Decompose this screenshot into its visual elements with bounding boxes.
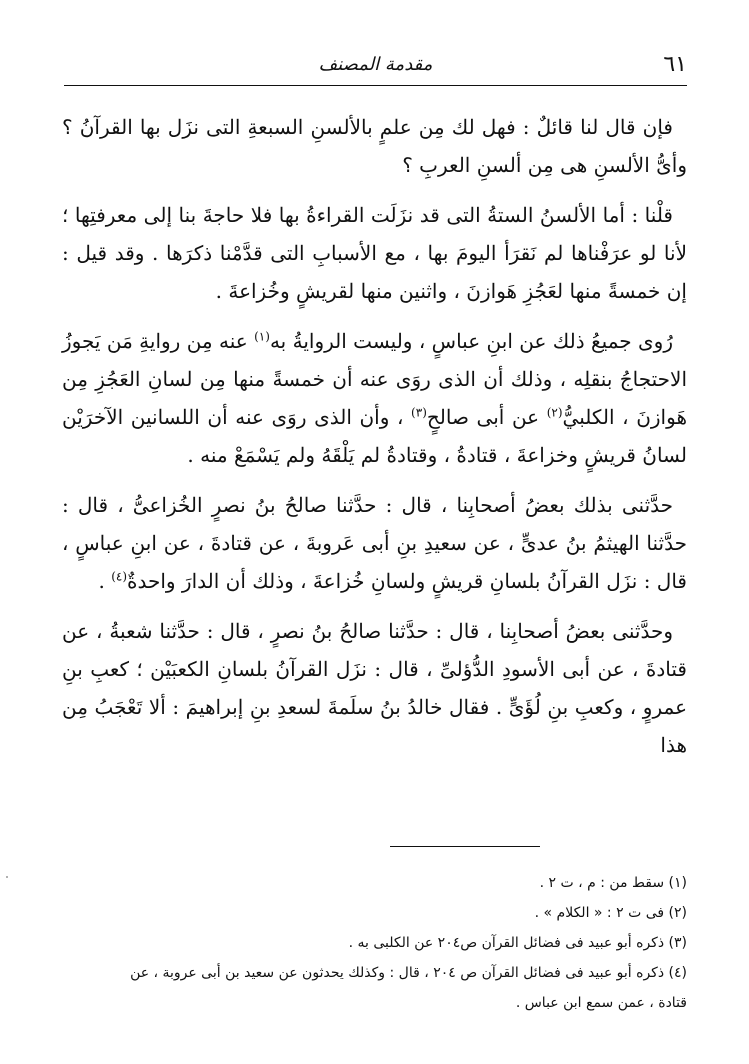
main-text <box>62 108 687 764</box>
paragraph-text-segment: ، وأن الذى روَى عنه أن اللسانين الآخرَيْن لسانُ قريشٍ وخزاعةَ ، قتادةُ ، وقتادةُ لم يَلْقَهُ ولم يَسْمَعْ منه . <box>62 405 687 467</box>
paragraph-text-segment: حدَّثنى بذلك بعضُ أصحابِنا ، قال : حدَّثنا صالحُ بنُ نصرٍ الخُزاعىُّ ، قال : حدَّثنا الهيثمُ بنُ عدىٍّ ، عن سعيدِ بنِ أبى عَروبةَ ، عن قتادةَ ، عن ابنِ عباسٍ ، قال : نزَل القرآنُ بلسانِ قريشٍ ولسانِ خُزاعةَ ، وذلك أن الدارَ واحدةٌ <box>62 493 687 593</box>
footnote-marker-4: (٤) <box>111 569 128 584</box>
footnote-marker-2: (٢) <box>546 405 563 420</box>
footnote-separator <box>390 846 540 847</box>
paragraph-text-segment: . <box>98 569 112 593</box>
paragraph-text-segment: عن أبى صالحٍ <box>426 405 547 429</box>
footnote-marker-3: (٣) <box>411 405 427 420</box>
running-title: مقدمة المصنف <box>318 54 433 75</box>
paragraph-second-narration: وحدَّثنى بعضُ أصحابِنا ، قال : حدَّثنا صالحُ بنُ نصرٍ ، قال : حدَّثنا شعبةُ ، عن قتادةَ ، عن أبى الأسودِ الدُّؤلىِّ ، قال : نزَل القرآنُ بلسانِ الكعبَيْن ؛ كعبِ بنِ عمروٍ ، وكعبِ بنِ لُؤَىٍّ . فقال خالدُ بنُ سلَمةَ لسعدِ بنِ إبراهيمَ : ألا تَعْجَبُ مِن هذا <box>62 619 687 757</box>
paragraph-chain-of-narration <box>62 486 687 600</box>
paragraph-question: فإن قال لنا قائلٌ : فهل لك مِن علمٍ بالألسنِ السبعةِ التى نزَل بها القرآنُ ؟ وأىُّ الألسنِ هى مِن ألسنِ العربِ ؟ <box>62 115 687 177</box>
footnote-2: (٢) فى ت ٢ : « الكلام » . <box>534 905 687 921</box>
page-header <box>64 52 687 88</box>
scan-speck <box>6 876 8 878</box>
footnote-1: (١) سقط من : م ، ت ٢ . <box>539 875 687 891</box>
footnote-marker-1: (١) <box>254 329 270 344</box>
paragraph-text-segment: عنه مِن روايةِ مَن يَجوزُ الاحتجاجُ بنقلِه ، وذلك أن الذى روَى عنه أن خمسةً منها مِن لسانِ العَجُزِ مِن هَوازنَ ، الكلبيُّ <box>62 329 687 429</box>
paragraph-ibn-abbas-narration <box>62 322 687 474</box>
footnote-3: (٣) ذكره أبو عبيد فى فضائل القرآن ص٢٠٤ عن الكلبى به . <box>348 935 687 951</box>
footnote-4: (٤) ذكره أبو عبيد فى فضائل القرآن ص ٢٠٤ ، قال : وكذلك يحدثون عن سعيد بن أبى عروبة ، عن قتادة ، عمن سمع ابن عباس . <box>130 965 687 1011</box>
paragraph-text-segment: رُوى جميعُ ذلك عن ابنِ عباسٍ ، وليست الروايةُ به <box>269 329 673 353</box>
footnotes <box>110 868 687 1018</box>
header-rule <box>64 85 687 86</box>
page-number: ٦١ <box>663 52 687 77</box>
paragraph-answer: قلْنا : أما الألسنُ الستةُ التى قد نزَلَت القراءةُ بها فلا حاجةَ بنا إلى معرفتِها ؛ لأنا لو عرَفْناها لم نَقرَأ اليومَ بها ، مع الأسبابِ التى قدَّمْنا ذكرَها . وقد قيل : إن خمسةً منها لعَجُزِ هَوازنَ ، واثنين منها لقريشٍ وخُزاعةَ . <box>62 203 687 303</box>
